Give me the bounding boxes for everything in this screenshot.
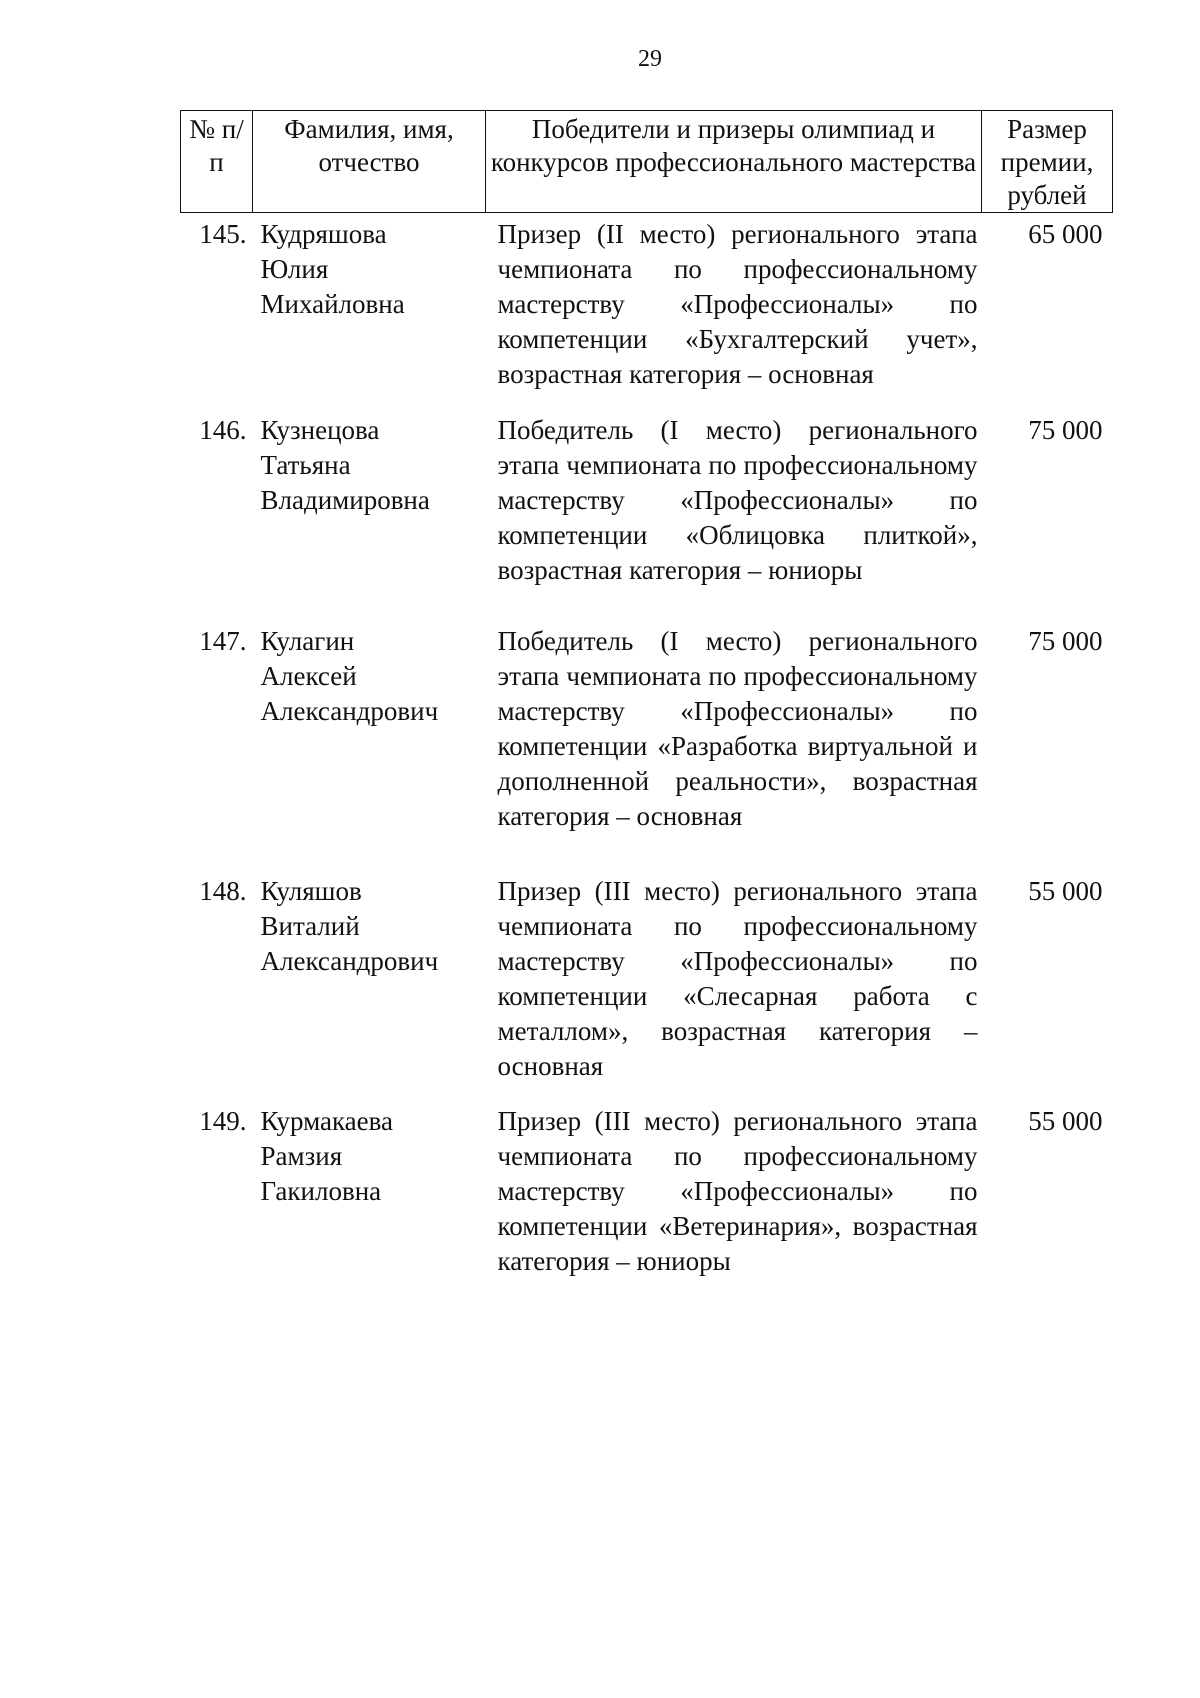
surname: Кулагин <box>260 625 355 656</box>
first-name: Татьяна <box>260 449 351 480</box>
award-amount: 75 000 <box>1028 625 1103 656</box>
full-name <box>253 409 486 620</box>
achievement-description: Призер (II место) регионального этапа чемпионата по профессиональному мастерству «Профессионалы» по компетенции «Бухгалтерский учет», возрастная категория – основная <box>497 219 978 389</box>
header-award-amount: Размер премии, рублей <box>982 111 1113 213</box>
surname: Курмакаева <box>260 1105 394 1136</box>
patronymic: Михайловна <box>260 289 405 319</box>
awards-table <box>180 110 1113 1290</box>
full-name <box>253 1100 486 1290</box>
header-number: № п/п <box>181 111 253 213</box>
full-name <box>253 620 486 870</box>
header-achievement: Победители и призеры олимпиад и конкурсов профессионального мастерства <box>486 111 982 213</box>
table-row <box>181 213 1113 409</box>
full-name <box>253 213 486 409</box>
table-body <box>181 213 1113 1290</box>
surname: Кудряшова <box>260 219 387 249</box>
header-row <box>181 111 1113 213</box>
full-name <box>253 870 486 1100</box>
first-name: Виталий <box>260 910 360 941</box>
row-number: 148. <box>199 875 247 906</box>
award-amount: 55 000 <box>1028 1105 1103 1136</box>
table-row <box>181 620 1113 870</box>
first-name: Рамзия <box>260 1140 343 1171</box>
patronymic: Александрович <box>260 945 439 976</box>
header-full-name: Фамилия, имя, отчество <box>253 111 486 213</box>
first-name: Алексей <box>260 660 357 691</box>
row-number: 145. <box>199 219 247 249</box>
patronymic: Гакиловна <box>260 1175 382 1206</box>
achievement-description: Победитель (I место) регионального этапа чемпионата по профессиональному мастерству «Профессионалы» по компетенции «Разработка виртуальной и дополненной реальности», возрастная категория – основная <box>497 625 978 831</box>
surname: Кузнецова <box>260 414 380 445</box>
table-header <box>181 111 1113 213</box>
award-amount: 65 000 <box>1028 219 1103 249</box>
row-number: 146. <box>199 414 247 445</box>
patronymic: Александрович <box>260 695 439 726</box>
table-row <box>181 1100 1113 1290</box>
achievement-description: Победитель (I место) регионального этапа чемпионата по профессиональному мастерству «Профессионалы» по компетенции «Облицовка плиткой», возрастная категория – юниоры <box>497 414 978 585</box>
award-amount: 75 000 <box>1028 414 1103 445</box>
table-row <box>181 409 1113 620</box>
surname: Куляшов <box>260 875 362 906</box>
achievement-description: Призер (III место) регионального этапа чемпионата по профессиональному мастерству «Профессионалы» по компетенции «Ветеринария», возрастная категория – юниоры <box>497 1105 978 1276</box>
page-number: 29 <box>638 46 662 72</box>
award-amount: 55 000 <box>1028 875 1103 906</box>
first-name: Юлия <box>260 254 329 284</box>
table-row <box>181 870 1113 1100</box>
row-number: 149. <box>199 1105 247 1136</box>
achievement-description: Призер (III место) регионального этапа чемпионата по профессиональному мастерству «Профессионалы» по компетенции «Слесарная работа с металлом», возрастная категория – основная <box>497 875 978 1081</box>
patronymic: Владимировна <box>260 484 430 515</box>
row-number: 147. <box>199 625 247 656</box>
